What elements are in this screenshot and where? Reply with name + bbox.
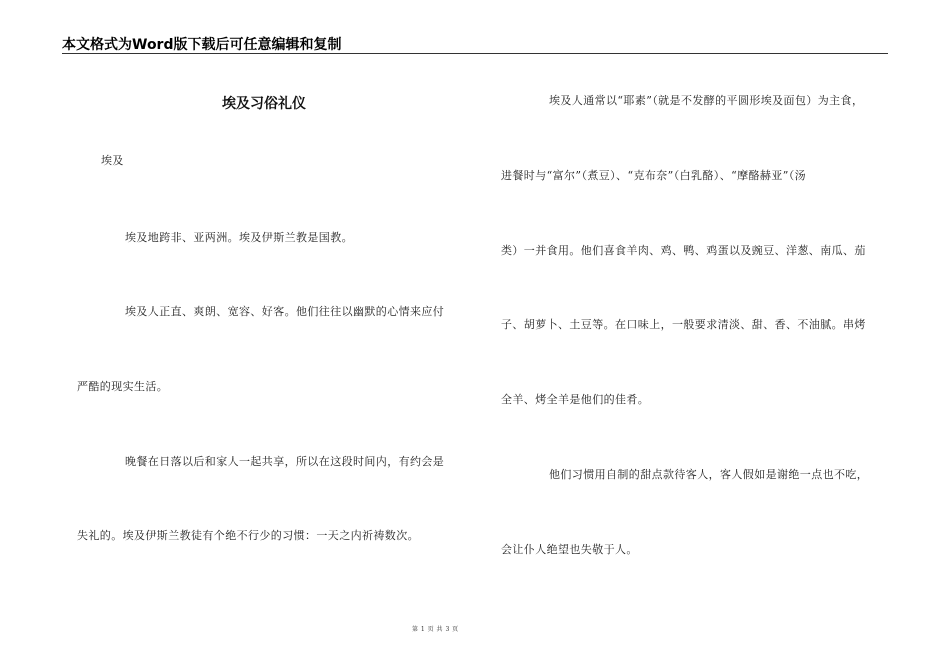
- paragraph-line: 子、胡萝卜、土豆等。在口味上，一般要求清淡、甜、香、不油腻。串烤: [501, 318, 866, 331]
- paragraph-line: 埃及: [101, 154, 124, 167]
- paragraph-line: 他们习惯用自制的甜点款待客人，客人假如是谢绝一点也不吃，: [549, 468, 869, 481]
- paragraph-line: 全羊、烤全羊是他们的佳肴。: [501, 393, 650, 406]
- paragraph-line: 埃及人通常以“耶素”（就是不发酵的平圆形埃及面包）为主食，: [549, 94, 864, 107]
- page-number: 第 1 页 共 3 页: [412, 626, 459, 633]
- paragraph-line: 晚餐在日落以后和家人一起共享，所以在这段时间内，有约会是: [125, 455, 445, 468]
- page-title: 埃及习俗礼仪: [222, 96, 306, 112]
- paragraph-line: 严酷的现实生活。: [77, 380, 169, 393]
- document-header: 本文格式为Word版下载后可任意编辑和复制: [62, 37, 342, 53]
- paragraph-line: 进餐时与“富尔”（煮豆）、“克布奈”（白乳酪）、“摩酪赫亚”（汤: [501, 169, 807, 182]
- paragraph-line: 类）一并食用。他们喜食羊肉、鸡、鸭、鸡蛋以及豌豆、洋葱、南瓜、茄: [501, 244, 866, 257]
- header-rule: [62, 53, 888, 54]
- paragraph-line: 埃及地跨非、亚两洲。埃及伊斯兰教是国教。: [125, 231, 353, 244]
- paragraph-line: 失礼的。埃及伊斯兰教徒有个绝不行少的习惯：一天之内祈祷数次。: [77, 529, 419, 542]
- paragraph-line: 会让仆人绝望也失敬于人。: [501, 543, 638, 556]
- paragraph-line: 埃及人正直、爽朗、宽容、好客。他们往往以幽默的心情来应付: [125, 305, 445, 318]
